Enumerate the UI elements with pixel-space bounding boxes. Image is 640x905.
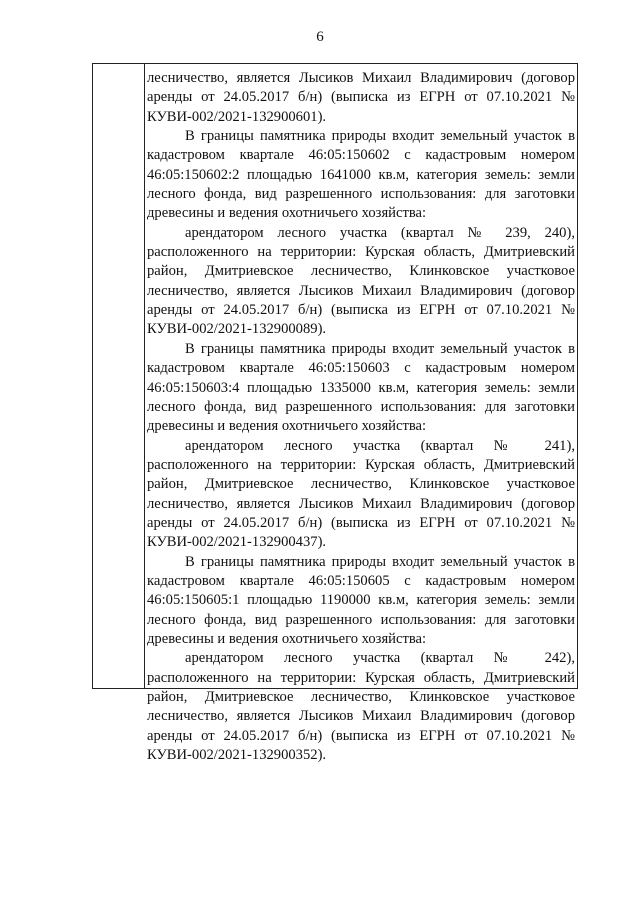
table-right-column [145,64,577,764]
table-cell-text [147,69,575,765]
paragraph-land-plot-150603: В границы памятника природы входит земельный участок в кадастровом квартале 46:05:150603 с кадастровым номером 46:05:150603:4 площадью 1335000 кв.м, категория земель: земли лесного фонда, вид разрешенного использования: для заготовки древесины и ведения охотничьего хозяйства: [147,340,575,435]
paragraph-land-plot-150605: В границы памятника природы входит земельный участок в кадастровом квартале 46:05:150605 с кадастровым номером 46:05:150605:1 площадью 1190000 кв.м, категория земель: земли лесного фонда, вид разрешенного использования: для заготовки древесины и ведения охотничьего хозяйства: [147,553,575,647]
paragraph-lessee-quarter-242: арендатором лесного участка (квартал № 242), расположенного на территории: Курская область, Дмитриевский район, Дмитриевское лесничество, Клинковское участковое лесничество, является Лысиков Михаил Владимирович (договор аренды от 24.05.2017 б/н) (выписка из ЕГРН от 07.10.2021 № КУВИ-002/2021-132900352). [147,650,575,764]
paragraph-continuation: лесничество, является Лысиков Михаил Владимирович (договор аренды от 24.05.2017 б/н) (выписка из ЕГРН от 07.10.2021 № КУВИ-002/2021-132900601). [147,70,575,125]
document-table [92,63,578,764]
paragraph-lessee-quarter-239-240: арендатором лесного участка (квартал № 239, 240), расположенного на территории: Курская область, Дмитриевский район, Дмитриевское лесничество, Клинковское участковое лесничество, является Лысиков Михаил Владимирович (договор аренды от 24.05.2017 б/н) (выписка из ЕГРН от 07.10.2021 № КУВИ-002/2021-132900089). [147,224,575,338]
page-number: 6 [316,29,324,45]
table-left-column [93,64,145,688]
paragraph-land-plot-150602: В границы памятника природы входит земельный участок в кадастровом квартале 46:05:150602 с кадастровым номером 46:05:150602:2 площадью 1641000 кв.м, категория земель: земли лесного фонда, вид разрешенного использования: для заготовки древесины и ведения охотничьего хозяйства: [147,128,575,222]
paragraph-lessee-quarter-241: арендатором лесного участка (квартал № 241), расположенного на территории: Курская область, Дмитриевский район, Дмитриевское лесничество, Клинковское участковое лесничество, является Лысиков Михаил Владимирович (договор аренды от 24.05.2017 б/н) (выписка из ЕГРН от 07.10.2021 № КУВИ-002/2021-132900437). [147,437,575,551]
